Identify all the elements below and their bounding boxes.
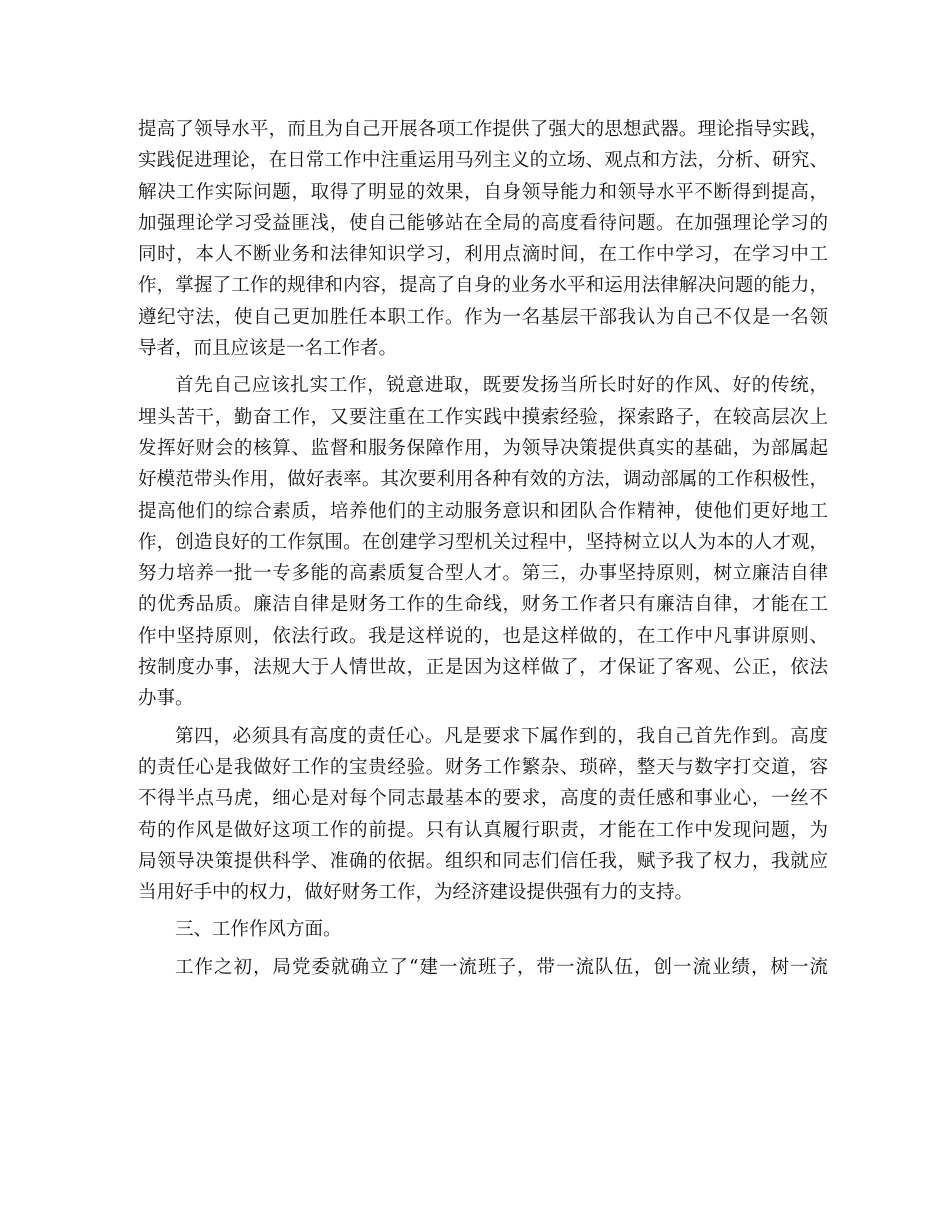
document-body xyxy=(138,114,828,983)
text-line: 好模范带头作用，做好表率。其次要利用各种有效的方法，调动部属的工作积极性， xyxy=(138,469,828,491)
text-line: 埋头苦干，勤奋工作，又要注重在工作实践中摸索经验，探索路子，在较高层次上 xyxy=(138,406,828,428)
text-line: 首先自己应该扎实工作，锐意进取，既要发扬当所长时好的作风、好的传统， xyxy=(175,375,828,397)
text-line: 努力培养一批一专多能的高素质复合型人才。第三，办事坚持原则，树立廉洁自律 xyxy=(138,563,828,585)
text-line: 导者，而且应该是一名工作者。 xyxy=(138,338,398,360)
text-line: 的责任心是我做好工作的宝贵经验。财务工作繁杂、琐碎，整天与数字打交道，容 xyxy=(138,756,828,778)
text-line: 同时，本人不断业务和法律知识学习，利用点滴时间，在工作中学习，在学习中工 xyxy=(138,244,828,266)
paragraph xyxy=(138,721,828,909)
text-line: 不得半点马虎，细心是对每个同志最基本的要求，高度的责任感和事业心，一丝不 xyxy=(138,788,828,810)
text-line: 加强理论学习受益匪浅，使自己能够站在全局的高度看待问题。在加强理论学习的 xyxy=(138,212,828,234)
section-heading xyxy=(138,914,828,945)
text-line: 按制度办事，法规大于人情世故，正是因为这样做了，才保证了客观、公正，依法 xyxy=(138,657,828,679)
text-line: 局领导决策提供科学、准确的依据。组织和同志们信任我，赋予我了权力，我就应 xyxy=(138,850,828,872)
paragraph xyxy=(138,370,828,714)
text-line: 工作之初，局党委就确立了“建一流班子，带一流队伍，创一流业绩，树一流 xyxy=(175,956,828,978)
text-line: 作，创造良好的工作氛围。在创建学习型机关过程中，坚持树立以人为本的人才观， xyxy=(138,531,828,553)
text-line: 实践促进理论，在日常工作中注重运用马列主义的立场、观点和方法，分析、研究、 xyxy=(138,150,828,172)
text-line: 第四，必须具有高度的责任心。凡是要求下属作到的，我自己首先作到。高度 xyxy=(175,725,828,747)
text-line: 苟的作风是做好这项工作的前提。只有认真履行职责，才能在工作中发现问题，为 xyxy=(138,819,828,841)
text-line: 作中坚持原则，依法行政。我是这样说的，也是这样做的，在工作中凡事讲原则、 xyxy=(138,625,828,647)
text-line: 解决工作实际问题，取得了明显的效果，自身领导能力和领导水平不断得到提高， xyxy=(138,181,828,203)
text-line: 作，掌握了工作的规律和内容，提高了自身的业务水平和运用法律解决问题的能力， xyxy=(138,275,828,297)
text-line: 当用好手中的权力，做好财务工作，为经济建设提供强有力的支持。 xyxy=(138,882,694,904)
paragraph xyxy=(138,114,828,364)
text-line: 提高了领导水平，而且为自己开展各项工作提供了强大的思想武器。理论指导实践， xyxy=(138,119,828,140)
text-line: 提高他们的综合素质，培养他们的主动服务意识和团队合作精神，使他们更好地工 xyxy=(138,500,828,522)
text-line: 三、工作作风方面。 xyxy=(175,919,342,941)
text-line: 的优秀品质。廉洁自律是财务工作的生命线，财务工作者只有廉洁自律，才能在工 xyxy=(138,594,828,616)
text-line: 发挥好财会的核算、监督和服务保障作用，为领导决策提供真实的基础，为部属起 xyxy=(138,437,828,459)
paragraph xyxy=(138,952,828,983)
text-line: 遵纪守法，使自己更加胜任本职工作。作为一名基层干部我认为自己不仅是一名领 xyxy=(138,306,828,328)
text-line: 办事。 xyxy=(138,688,194,710)
